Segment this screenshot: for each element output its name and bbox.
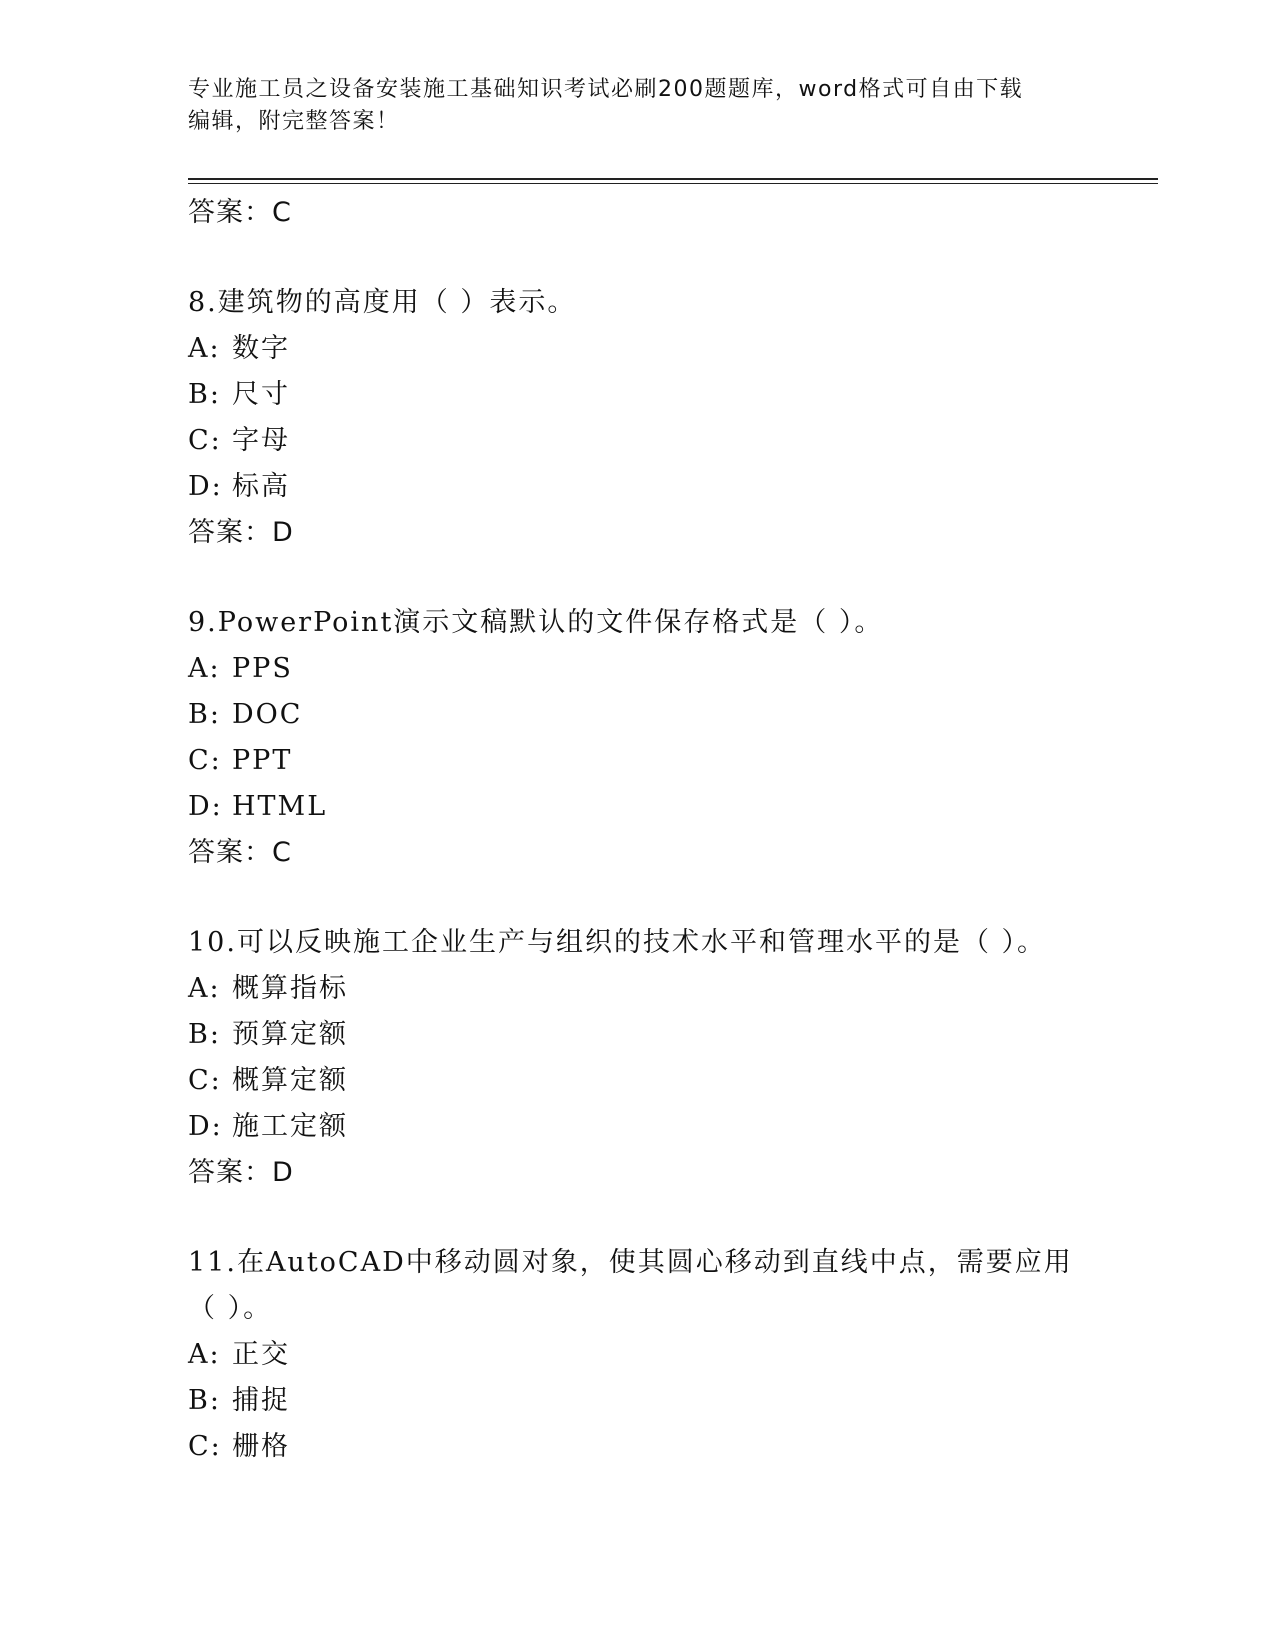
option-text: 捕捉 <box>232 1385 290 1416</box>
option-key: C: <box>188 1431 222 1462</box>
option-a <box>188 1332 1088 1378</box>
option-text: PPS <box>232 653 293 684</box>
option-key: A: <box>188 653 221 684</box>
document-header <box>188 74 1068 138</box>
option-text: 正交 <box>232 1339 290 1370</box>
option-text: 栅格 <box>232 1431 290 1462</box>
answer-line: 答案：D <box>188 517 294 548</box>
option-text: 标高 <box>232 471 290 502</box>
option-text: DOC <box>232 699 303 730</box>
option-d <box>188 1104 1088 1150</box>
option-text: HTML <box>232 791 328 822</box>
option-key: C: <box>188 1065 222 1096</box>
question-item <box>188 280 1088 556</box>
option-c <box>188 418 1088 464</box>
header-divider-thin <box>188 183 1158 184</box>
option-key: A: <box>188 333 221 364</box>
option-b <box>188 1378 1088 1424</box>
header-divider-thick <box>188 178 1158 180</box>
option-key: B: <box>188 1019 221 1050</box>
option-a <box>188 326 1088 372</box>
option-b <box>188 692 1088 738</box>
option-text: 预算定额 <box>232 1019 348 1050</box>
option-text: 字母 <box>232 425 290 456</box>
option-key: B: <box>188 1385 221 1416</box>
option-key: A: <box>188 1339 221 1370</box>
option-key: D: <box>188 471 223 502</box>
option-d <box>188 784 1088 830</box>
option-key: B: <box>188 699 221 730</box>
option-text: 施工定额 <box>232 1111 348 1142</box>
option-text: 尺寸 <box>232 379 290 410</box>
header-divider <box>188 178 1158 184</box>
answer-line: 答案：C <box>188 197 292 228</box>
answer-line: 答案：D <box>188 1157 294 1188</box>
option-text: 概算定额 <box>232 1065 348 1096</box>
question-stem: 10.可以反映施工企业生产与组织的技术水平和管理水平的是（ ）。 <box>188 927 1047 958</box>
option-key: D: <box>188 791 223 822</box>
option-c <box>188 738 1088 784</box>
option-b <box>188 1012 1088 1058</box>
question-item <box>188 1240 1088 1470</box>
option-key: C: <box>188 745 222 776</box>
option-key: D: <box>188 1111 223 1142</box>
option-key: A: <box>188 973 221 1004</box>
question-stem: 9.PowerPoint演示文稿默认的文件保存格式是（ ）。 <box>188 607 884 638</box>
question-list <box>188 190 1088 1470</box>
option-b <box>188 372 1088 418</box>
option-text: 概算指标 <box>232 973 348 1004</box>
option-text: 数字 <box>232 333 290 364</box>
answer-line: 答案：C <box>188 837 292 868</box>
question-stem: 11.在AutoCAD中移动圆对象，使其圆心移动到直线中点，需要应用（ ）。 <box>188 1247 1073 1324</box>
question-item <box>188 600 1088 876</box>
option-c <box>188 1058 1088 1104</box>
option-key: C: <box>188 425 222 456</box>
question-item <box>188 920 1088 1196</box>
option-text: PPT <box>232 745 293 776</box>
question-stem: 8.建筑物的高度用（ ）表示。 <box>188 287 577 318</box>
option-key: B: <box>188 379 221 410</box>
option-d <box>188 464 1088 510</box>
option-a <box>188 646 1088 692</box>
option-c <box>188 1424 1088 1470</box>
header-line-2: 编辑，附完整答案！ <box>188 109 400 134</box>
header-line-1: 专业施工员之设备安装施工基础知识考试必刷200题题库，word格式可自由下载 <box>188 77 1024 102</box>
option-a <box>188 966 1088 1012</box>
